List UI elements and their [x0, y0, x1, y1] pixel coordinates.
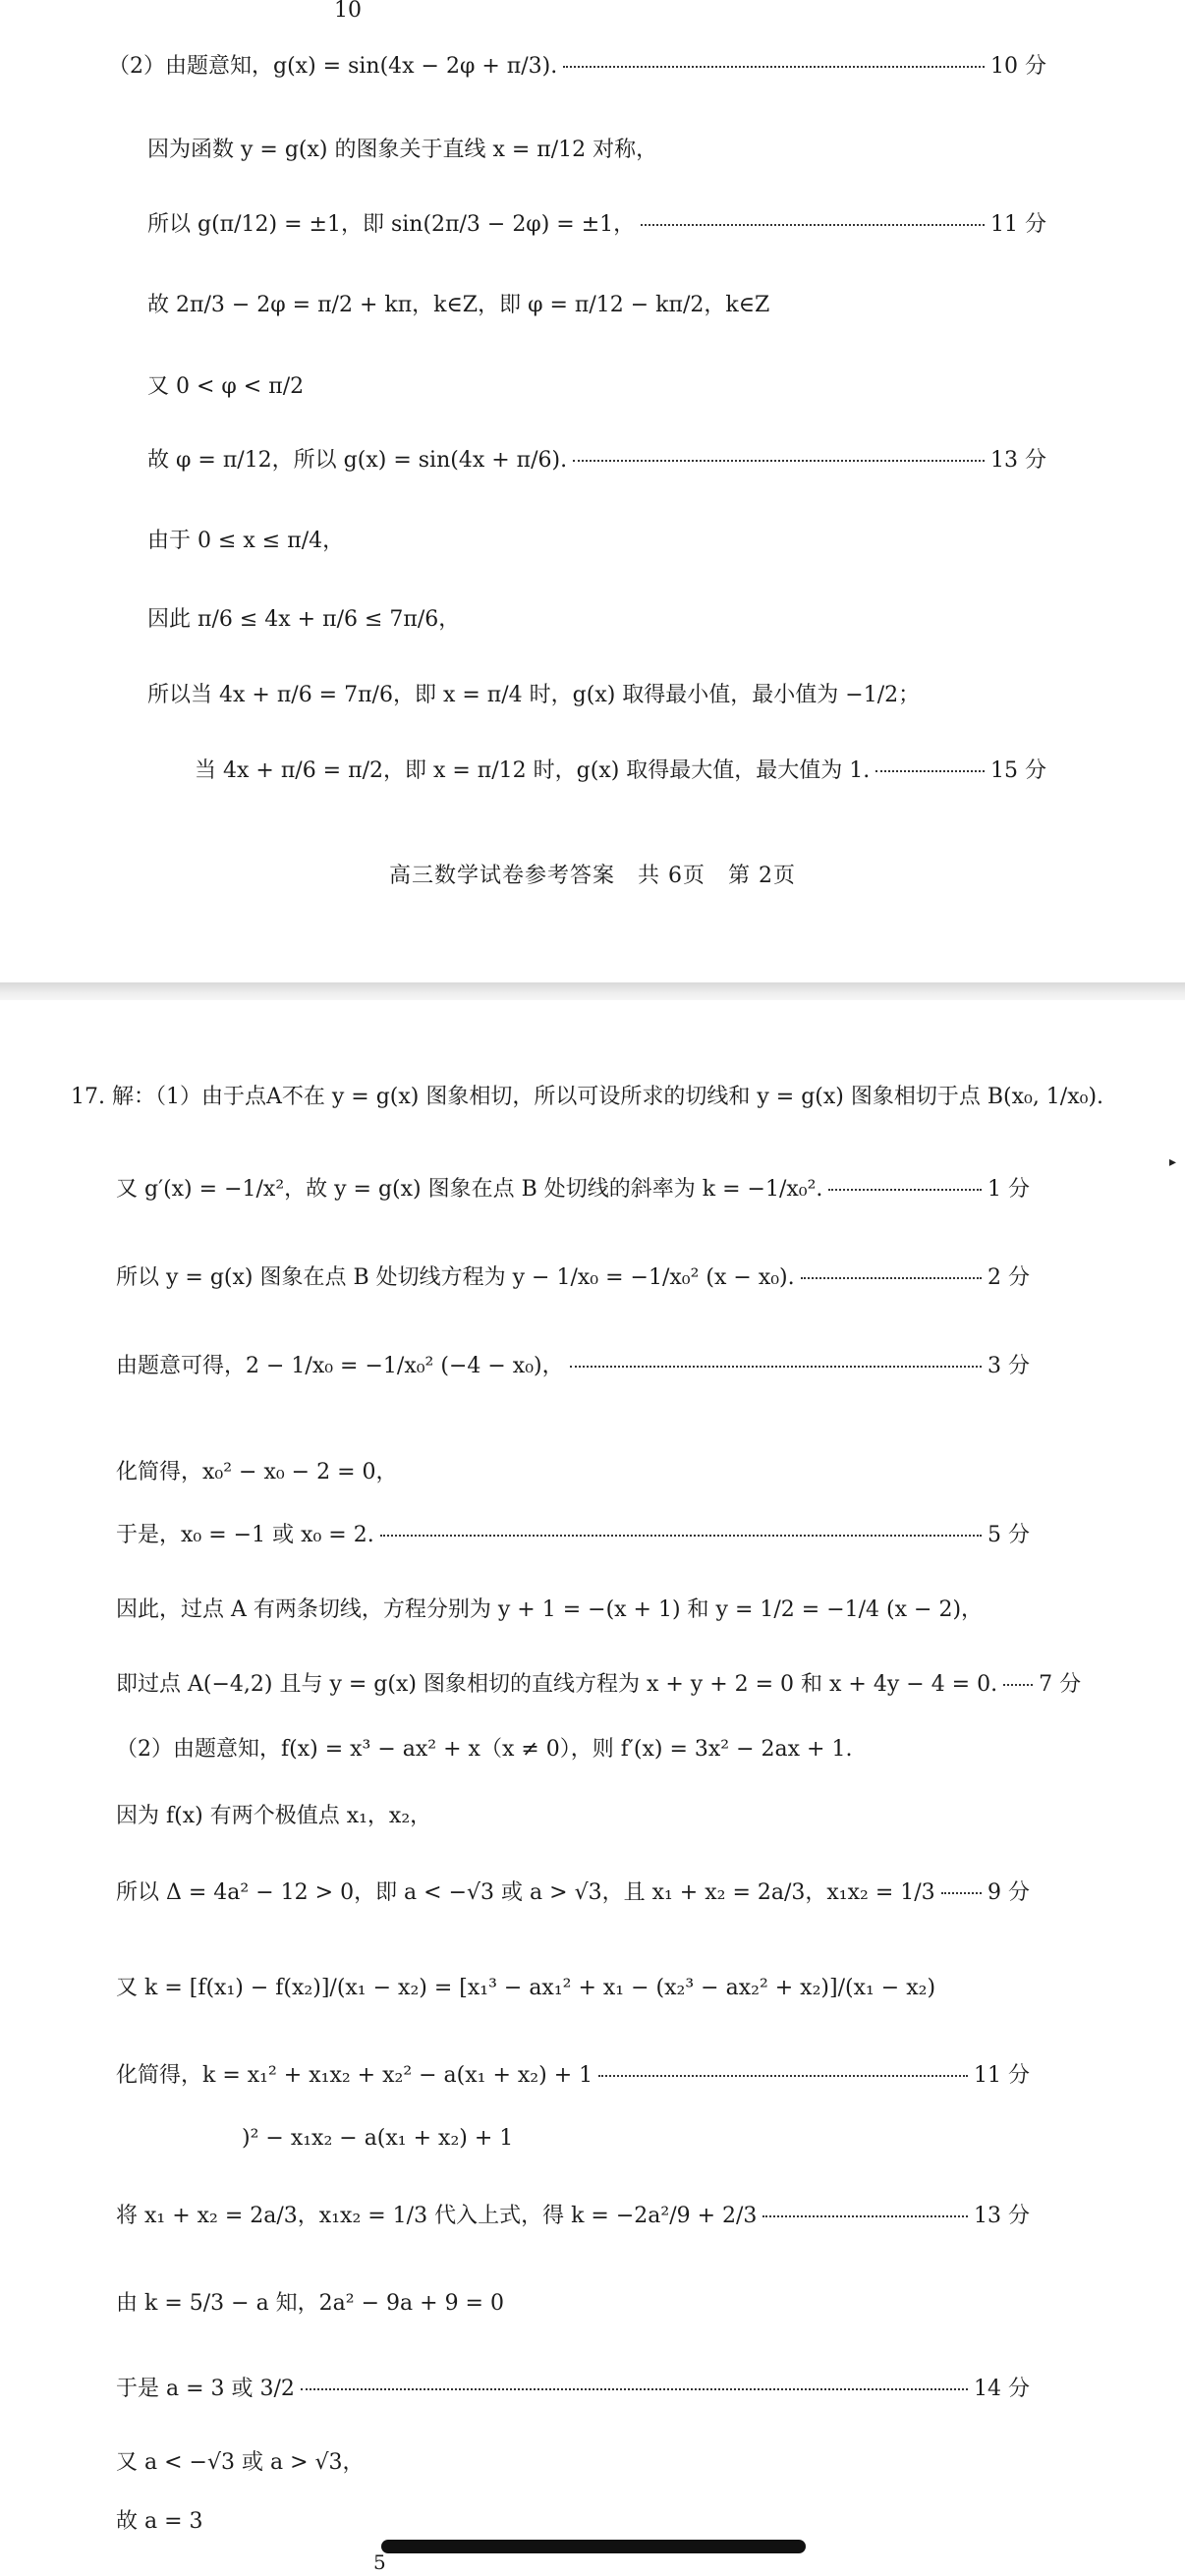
solution-line: [195, 760, 1046, 782]
solution-line: [116, 1267, 1030, 1289]
solution-line: [116, 1462, 398, 1484]
margin-mark: ▸: [1169, 1154, 1177, 1170]
solution-line: [108, 56, 1046, 78]
line-text: 因此，过点 A 有两条切线，方程分别为 y + 1 = −(x + 1) 和 y = 1/2 = −1/4 (x − 2)，: [116, 1597, 984, 1622]
leader-dots: [762, 2215, 968, 2217]
line-text: 故 a = 3: [116, 2509, 203, 2534]
solution-line: [116, 2511, 203, 2533]
score-label: 11 分: [990, 212, 1046, 237]
line-text: 又 k = [f(x₁) − f(x₂)]/(x₁ − x₂) = [x₁³ − ax₁² + x₁ − (x₂³ − ax₂² + x₂)]/(x₁ − x₂): [116, 1976, 936, 2000]
score-label: 7 分: [1039, 1672, 1082, 1697]
top-fragment: 10: [334, 0, 362, 23]
score-label: 15 分: [990, 758, 1046, 783]
answer-page-2: [0, 0, 1185, 982]
page-footer: 高三数学试卷参考答案 共 6页 第 2页: [389, 864, 796, 888]
line-text: 又 g′(x) = −1/x²，故 y = g(x) 图象在点 B 处切线的斜率为 k = −1/x₀².: [116, 1177, 823, 1202]
line-text: 由题意可得，2 − 1/x₀ = −1/x₀² (−4 − x₀)，: [116, 1354, 564, 1378]
solution-line: [116, 1599, 983, 1621]
leader-dots: [301, 2388, 968, 2390]
solution-line: [147, 214, 1046, 236]
line-text: 又 0 < φ < π/2: [147, 374, 305, 399]
line-text: 因此 π/6 ≤ 4x + π/6 ≤ 7π/6，: [147, 607, 461, 632]
solution-line: [116, 2293, 504, 2315]
leader-dots: [573, 460, 985, 462]
solution-line: [116, 1179, 1030, 1201]
solution-line: [116, 1356, 1030, 1377]
solution-line: [147, 685, 920, 706]
solution-line: [116, 1806, 431, 1827]
line-text: （2）由题意知，g(x) = sin(4x − 2φ + π/3).: [108, 54, 558, 79]
score-label: 10 分: [990, 54, 1046, 79]
score-label: 3 分: [988, 1354, 1030, 1378]
line-text: 因为函数 y = g(x) 的图象关于直线 x = π/12 对称，: [147, 138, 658, 162]
home-indicator[interactable]: [381, 2540, 806, 2553]
score-label: 13 分: [990, 448, 1046, 473]
score-label: 9 分: [988, 1880, 1030, 1905]
solution-line: [116, 2065, 1030, 2087]
solution-line: [147, 450, 1046, 472]
line-text: 又 a < −√3 或 a > √3，: [116, 2450, 365, 2475]
solution-line: [116, 1525, 1030, 1546]
line-text: 17. 解：（1）由于点A不在 y = g(x) 图象相切，所以可设所求的切线和 y = g(x) 图象相切于点 B(x₀, 1/x₀).: [71, 1085, 1104, 1109]
leader-dots: [570, 1366, 982, 1368]
leader-dots: [563, 66, 985, 68]
line-text: 所以 g(π/12) = ±1，即 sin(2π/3 − 2φ) = ±1，: [147, 212, 636, 237]
leader-dots: [875, 770, 985, 772]
leader-dots: [941, 1892, 982, 1894]
line-text: 因为 f(x) 有两个极值点 x₁，x₂，: [116, 1804, 432, 1828]
line-text: 于是 a = 3 或 3/2: [116, 2377, 295, 2401]
solution-line: [147, 140, 657, 161]
leader-dots: [828, 1189, 982, 1191]
score-label: 11 分: [974, 2063, 1030, 2088]
solution-line: [147, 376, 304, 398]
line-text: 由 k = 5/3 − a 知，2a² − 9a + 9 = 0: [116, 2291, 504, 2316]
solution-line: [116, 1739, 852, 1761]
line-text: 由于 0 ≤ x ≤ π/4，: [147, 529, 345, 553]
score-label: 2 分: [988, 1265, 1030, 1290]
line-text: 化简得，k = x₁² + x₁x₂ + x₂² − a(x₁ + x₂) + 1: [116, 2063, 593, 2088]
line-text: 故 φ = π/12，所以 g(x) = sin(4x + π/6).: [147, 448, 568, 473]
leader-dots: [380, 1535, 982, 1537]
solution-line: [242, 2128, 513, 2150]
score-label: 14 分: [974, 2377, 1030, 2401]
line-text: )² − x₁x₂ − a(x₁ + x₂) + 1: [242, 2126, 514, 2151]
leader-dots: [1003, 1684, 1033, 1686]
line-text: 将 x₁ + x₂ = 2a/3，x₁x₂ = 1/3 代入上式，得 k = −2a²/9 + 2/3: [116, 2204, 758, 2228]
leader-dots: [598, 2075, 968, 2077]
line-text: （2）由题意知，f(x) = x³ − ax² + x（x ≠ 0），则 f′(x) = 3x² − 2ax + 1.: [116, 1737, 853, 1762]
leader-dots: [801, 1277, 982, 1279]
solution-line: [147, 295, 769, 316]
solution-line: [116, 1672, 1082, 1697]
solution-line: [116, 2206, 1030, 2227]
solution-line: [147, 531, 344, 552]
leader-dots: [641, 224, 985, 226]
line-text: 所以 Δ = 4a² − 12 > 0，即 a < −√3 或 a > √3，且 x₁ + x₂ = 2a/3，x₁x₂ = 1/3: [116, 1880, 935, 1905]
solution-line: [71, 1087, 1103, 1108]
line-text: 于是，x₀ = −1 或 x₀ = 2.: [116, 1523, 374, 1547]
solution-line: [116, 2452, 365, 2474]
line-text: 化简得，x₀² − x₀ − 2 = 0，: [116, 1460, 398, 1484]
line-text: 当 4x + π/6 = π/2，即 x = π/12 时，g(x) 取得最大值，最大值为 1.: [195, 758, 871, 783]
solution-line: [116, 2379, 1030, 2400]
line-text: 即过点 A(−4,2) 且与 y = g(x) 图象相切的直线方程为 x + y + 2 = 0 和 x + 4y − 4 = 0.: [116, 1672, 998, 1697]
page-number: 5: [373, 2550, 386, 2574]
solution-line: [116, 1978, 935, 1999]
line-text: 故 2π/3 − 2φ = π/2 + kπ，k∈Z，即 φ = π/12 − kπ/2，k∈Z: [147, 293, 770, 317]
solution-line: [116, 1882, 1030, 1904]
score-label: 13 分: [974, 2204, 1030, 2228]
score-label: 5 分: [988, 1523, 1030, 1547]
answer-page-3: [0, 1000, 1185, 2576]
score-label: 1 分: [988, 1177, 1030, 1202]
line-text: 所以当 4x + π/6 = 7π/6，即 x = π/4 时，g(x) 取得最小值，最小值为 −1/2；: [147, 683, 921, 707]
page-separator: [0, 982, 1185, 1000]
solution-line: [147, 609, 460, 631]
line-text: 所以 y = g(x) 图象在点 B 处切线方程为 y − 1/x₀ = −1/x₀² (x − x₀).: [116, 1265, 795, 1290]
